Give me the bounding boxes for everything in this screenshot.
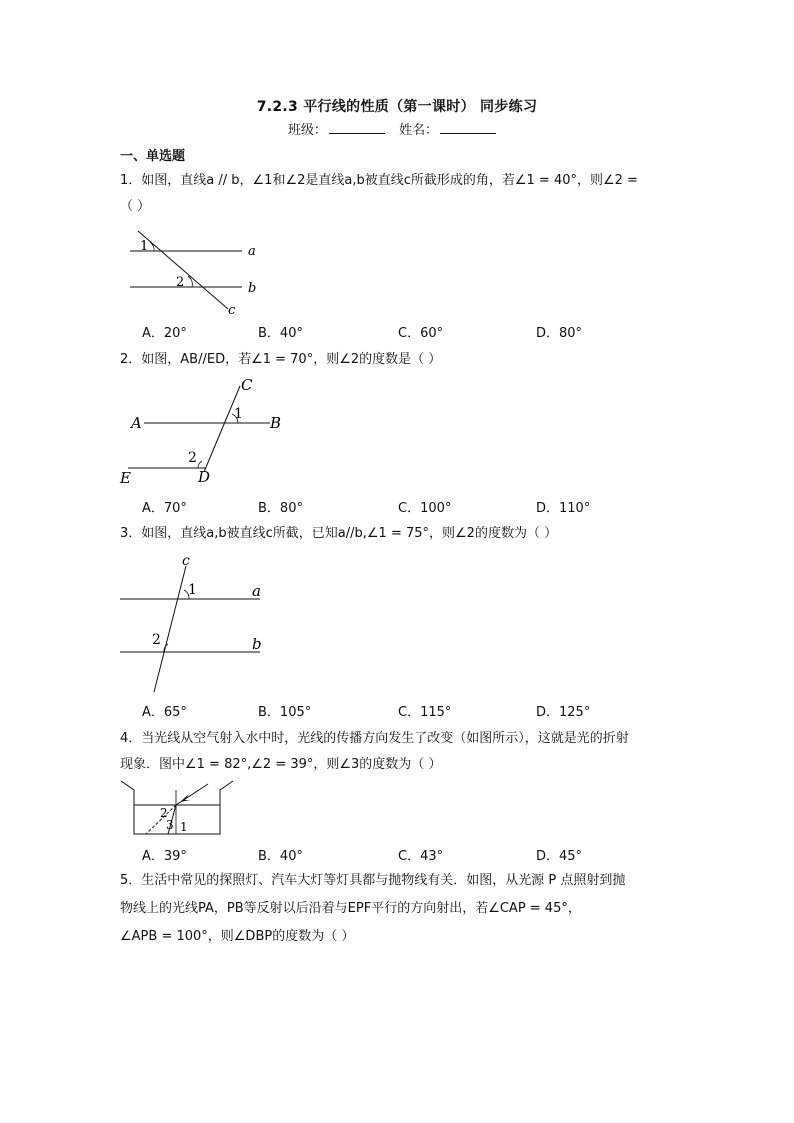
question-3 xyxy=(120,522,557,546)
class-label: 班级： xyxy=(287,123,327,138)
question-1 xyxy=(120,169,638,193)
fig2-label-A: A xyxy=(131,414,142,432)
section-title: 一、单选题 xyxy=(120,149,186,164)
q3-option-b[interactable]: B．105° xyxy=(258,705,312,720)
question-4-line2: 现象．图中∠1 = 82°,∠2 = 39°，则∠3的度数为（ ） xyxy=(120,757,442,772)
question-number: 2． xyxy=(120,352,142,367)
q3-option-d[interactable]: D．125° xyxy=(536,705,591,720)
fig4-label-2: 2 xyxy=(160,806,168,820)
fig1-label-2: 2 xyxy=(176,275,185,290)
name-label: 姓名： xyxy=(399,123,439,138)
question-number: 1． xyxy=(120,173,142,188)
fig2-label-E: E xyxy=(120,469,131,486)
q2-option-b[interactable]: B．80° xyxy=(258,501,303,516)
fig2-label-2: 2 xyxy=(188,450,197,466)
q1-option-b[interactable]: B．40° xyxy=(258,326,303,341)
fig3-label-c: c xyxy=(182,553,190,569)
question-number: 4． xyxy=(120,731,142,746)
q3-option-c[interactable]: C．115° xyxy=(398,705,452,720)
name-blank xyxy=(440,121,496,134)
figure-q3 xyxy=(118,552,278,696)
question-5-line2: 物线上的光线PA，PB等反射以后沿着与EPF平行的方向射出，若∠CAP = 45°， xyxy=(120,901,581,916)
question-1-paren: （ ） xyxy=(120,199,151,214)
q1-option-a[interactable]: A．20° xyxy=(142,326,187,341)
fig3-label-a: a xyxy=(252,582,261,600)
fig2-label-D: D xyxy=(198,468,211,486)
question-4 xyxy=(120,727,629,751)
fig2-label-B: B xyxy=(270,414,282,432)
q2-option-a[interactable]: A．70° xyxy=(142,501,187,516)
q4-option-c[interactable]: C．43° xyxy=(398,849,444,864)
question-number: 3． xyxy=(120,526,142,541)
figure-q2 xyxy=(118,374,298,486)
fig3-label-2: 2 xyxy=(152,632,161,648)
q4-option-a[interactable]: A．39° xyxy=(142,849,187,864)
question-2 xyxy=(120,348,441,372)
fig2-label-C: C xyxy=(241,376,253,394)
student-info xyxy=(0,119,794,138)
fig1-label-a: a xyxy=(248,244,256,259)
fig3-label-1: 1 xyxy=(188,582,197,598)
fig1-label-b: b xyxy=(248,281,257,296)
q2-option-d[interactable]: D．110° xyxy=(536,501,591,516)
fig1-label-1: 1 xyxy=(140,239,149,254)
question-text: 生活中常见的探照灯、汽车大灯等灯具都与抛物线有关．如图，从光源 P 点照射到抛 xyxy=(141,873,626,888)
q3-option-a[interactable]: A．65° xyxy=(142,705,187,720)
q4-option-b[interactable]: B．40° xyxy=(258,849,303,864)
question-number: 5． xyxy=(120,873,142,888)
q1-option-d[interactable]: D．80° xyxy=(536,326,583,341)
q2-option-c[interactable]: C．100° xyxy=(398,501,452,516)
fig1-label-c: c xyxy=(228,303,236,318)
question-5 xyxy=(120,869,625,893)
fig3-label-b: b xyxy=(252,635,262,653)
question-5-line3: ∠APB = 100°，则∠DBP的度数为（ ） xyxy=(120,929,355,944)
question-text: 如图，直线a // b，∠1和∠2是直线a,b被直线c所截形成的角，若∠1 = 40°，则∠2 = xyxy=(141,173,638,188)
page-title: 7.2.3 平行线的性质（第一课时） 同步练习 xyxy=(256,99,538,115)
fig2-label-1: 1 xyxy=(234,406,243,422)
q4-option-d[interactable]: D．45° xyxy=(536,849,583,864)
q1-option-c[interactable]: C．60° xyxy=(398,326,444,341)
figure-q1 xyxy=(120,222,280,320)
class-blank xyxy=(329,121,385,134)
fig4-label-1: 1 xyxy=(180,820,188,834)
figure-q4 xyxy=(118,778,238,838)
fig4-label-3: 3 xyxy=(166,818,174,832)
question-text: 当光线从空气射入水中时，光线的传播方向发生了改变（如图所示），这就是光的折射 xyxy=(141,731,629,746)
question-text: 如图，直线a,b被直线c所截，已知a//b,∠1 = 75°，则∠2的度数为（ ） xyxy=(141,526,558,541)
question-text: 如图，AB//ED，若∠1 = 70°，则∠2的度数是（ ） xyxy=(141,352,442,367)
